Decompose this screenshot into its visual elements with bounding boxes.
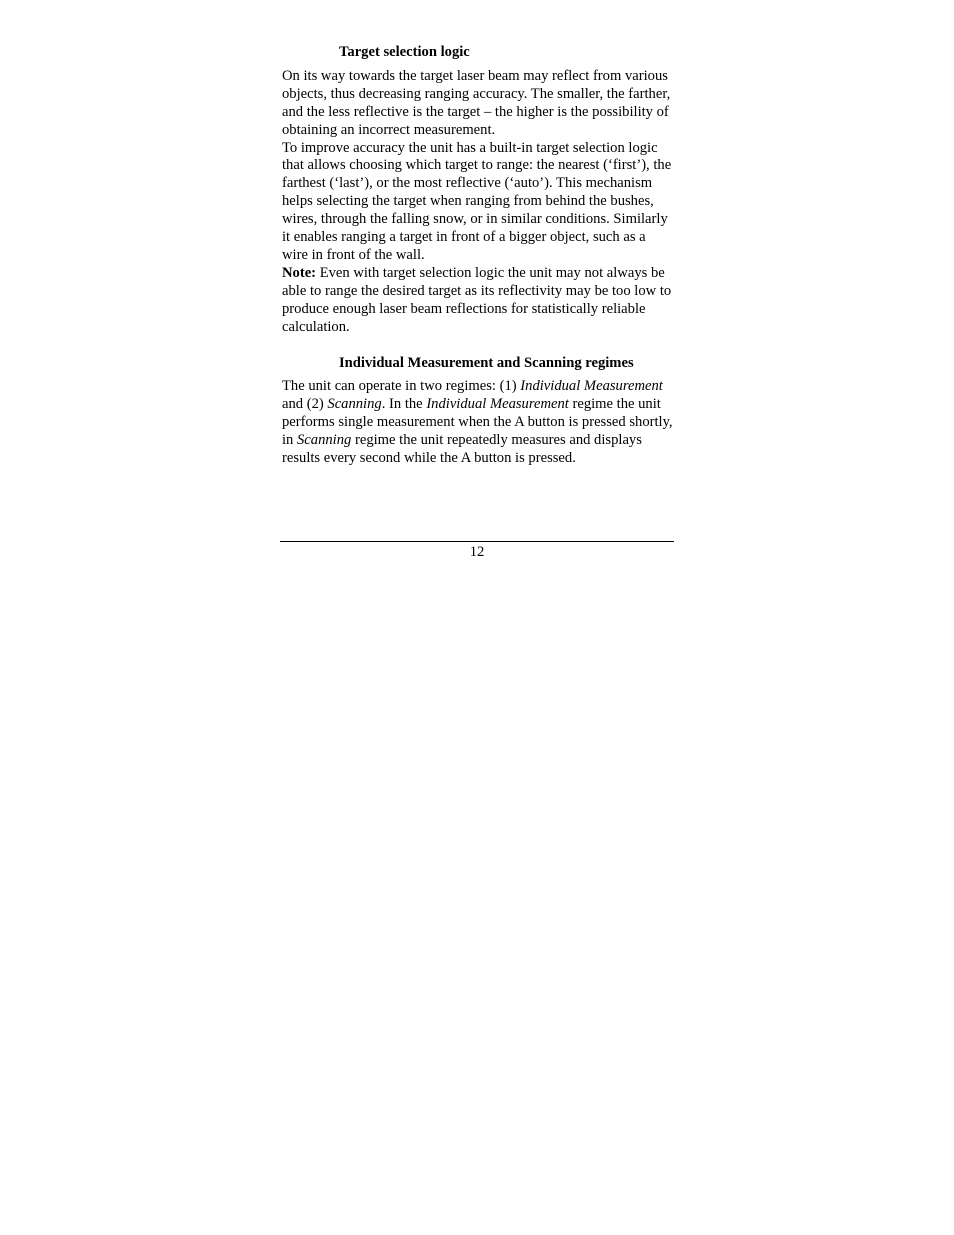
section-heading-regimes: Individual Measurement and Scanning regimes	[339, 354, 634, 371]
note-text: Even with target selection logic the unit may not always be able to range the desired target as its reflectivity may be too low to produce enough laser beam reflections for statistically reliable calculation.	[282, 264, 672, 335]
paragraph-intro: On its way towards the target laser beam may reflect from various objects, thus decreasing ranging accuracy. The smaller, the farther, and the less reflective is the target – the higher is the possibility of obtaining an incorrect measurement.	[282, 67, 671, 138]
regime-term: Individual Measurement	[426, 396, 569, 413]
regime-text: . In the	[381, 396, 427, 413]
regime-text: regime the unit performs single measurement when the A button is pressed shortly, in	[282, 396, 673, 449]
regime-text: and (2)	[282, 396, 328, 413]
paragraph-note	[282, 265, 674, 337]
footer-divider	[280, 541, 674, 542]
section-heading-target-selection: Target selection logic	[339, 44, 470, 60]
regime-term: Individual Measurement	[520, 378, 663, 395]
page-number: 12	[469, 544, 485, 560]
paragraph-selection-logic: To improve accuracy the unit has a built-in target selection logic that allows choosing which target to range: the nearest (‘first’), the farthest (‘last’), or the most reflective (‘auto’). This mechanism helps selecting the target when ranging from behind the bushes, wires, through the falling snow, or in similar conditions. Similarly it enables ranging a target in front of a bigger object, such as a wire in front of the wall.	[282, 139, 672, 263]
regime-text: The unit can operate in two regimes: (1)	[282, 378, 521, 395]
paragraph-regimes	[282, 378, 674, 468]
section-gap	[282, 337, 674, 355]
note-label: Note:	[282, 264, 317, 281]
regime-term: Scanning	[327, 396, 382, 413]
page-content	[282, 44, 674, 468]
regime-text: regime the unit repeatedly measures and displays results every second while the A button is pressed.	[282, 432, 642, 467]
regime-term: Scanning	[297, 432, 352, 449]
